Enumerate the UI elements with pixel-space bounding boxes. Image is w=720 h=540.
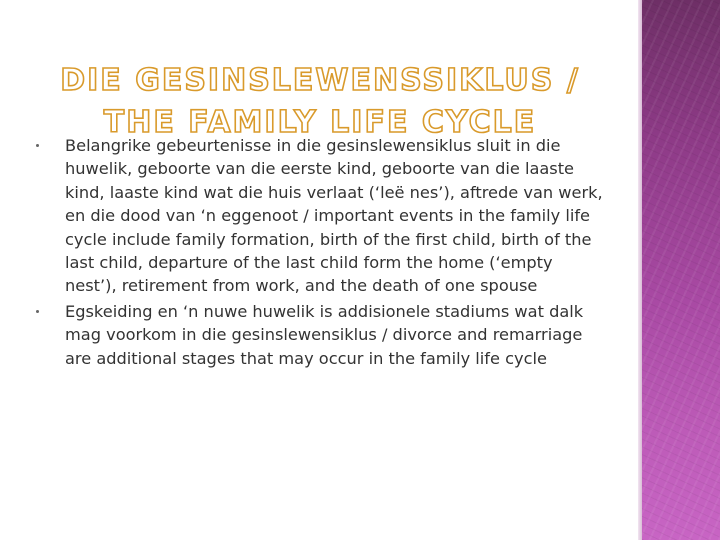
bullet-item (36, 300, 606, 370)
bullet-dot-icon (36, 144, 39, 147)
bullet-list (36, 134, 606, 372)
decorative-side-panel (642, 0, 720, 540)
bullet-text: Belangrike gebeurtenisse in die gesinslewensiklus sluit in die huwelik, geboorte van die eerste kind, geboorte van die laaste kind, laaste kind wat die huis verlaat (‘leë nes’), aftrede van werk, en die dood van ‘n eggenoot / important events in the family life cycle include family formation, birth of the first child, birth of the last child, departure of the last child form the home (‘empty nest’), retirement from work, and the death of one spouse (65, 136, 603, 296)
slide-title: DIE GESINSLEWENSSIKLUS / THE FAMILY LIFE CYCLE (60, 63, 580, 141)
bullet-dot-icon (36, 310, 39, 313)
bullet-item (36, 134, 606, 298)
bullet-text: Egskeiding en ‘n nuwe huwelik is addisionele stadiums wat dalk mag voorkom in die gesinslewensiklus / divorce and remarriage are additional stages that may occur in the family life cycle (65, 301, 584, 368)
